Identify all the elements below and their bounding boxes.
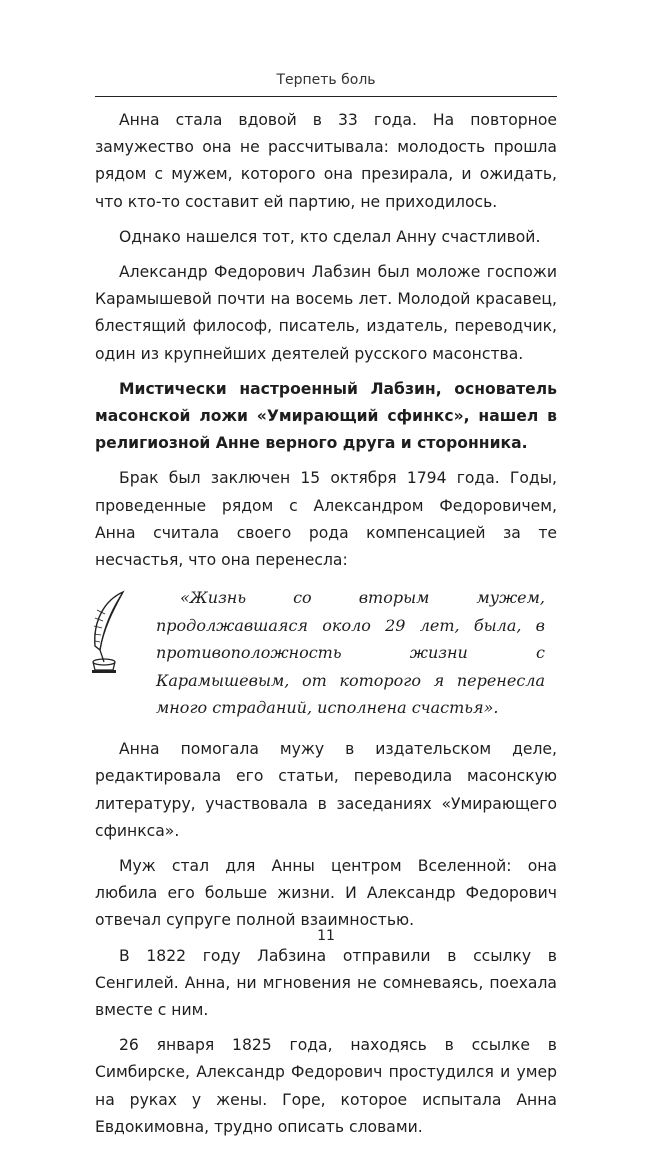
highlight-paragraph: Мистически настроенный Лабзин, основатель масонской ложи «Умирающий сфинкс», нашел в религиозной Анне верного друга и сторонника.: [95, 379, 557, 453]
quote-text: «Жизнь со вторым мужем, продолжавшаяся около 29 лет, была, в противоположность жизни с Карамышевым, от которого я перенесла много страданий, исполнена счастья».: [156, 588, 545, 718]
quote-block: [95, 582, 557, 726]
body-paragraph: Однако нашелся тот, кто сделал Анну счастливой.: [119, 227, 541, 246]
body-paragraph: В 1822 году Лабзина отправили в ссылку в Сенгилей. Анна, ни мгновения не сомневаясь, поехала вместе с ним.: [95, 946, 557, 1020]
quill-inkwell-icon: [83, 590, 135, 674]
page-number: 11: [317, 928, 335, 944]
running-header: Терпеть боль: [276, 72, 376, 88]
page-body: [95, 107, 557, 1149]
body-paragraph: Муж стал для Анны центром Вселенной: она любила его больше жизни. И Александр Федорович отвечал супруге полной взаимностью.: [95, 857, 557, 930]
body-paragraph: 26 января 1825 года, находясь в ссылке в Симбирске, Александр Федорович простудился и умер на руках у жены. Горе, которое испытала Анна Евдокимовна, трудно описать словами.: [95, 1036, 557, 1136]
body-paragraph: Анна помогала мужу в издательском деле, редактировала его статьи, переводила масонскую литературу, участвовала в заседаниях «Умирающего сфинкса».: [95, 740, 557, 840]
header-divider: [95, 96, 557, 97]
body-paragraph: Анна стала вдовой в 33 года. На повторное замужество она не рассчитывала: молодость прошла рядом с мужем, которого она презирала, и ожидать, что кто-то составит ей партию, не приходилось.: [95, 111, 557, 211]
body-paragraph: Александр Федорович Лабзин был моложе госпожи Карамышевой почти на восемь лет. Молодой красавец, блестящий философ, писатель, издатель, переводчик, один из крупнейших деятелей русского масонства.: [95, 263, 557, 363]
body-paragraph: Брак был заключен 15 октября 1794 года. Годы, проведенные рядом с Александром Федоровичем, Анна считала своего рода компенсацией за те несчастья, что она перенесла:: [95, 469, 557, 570]
